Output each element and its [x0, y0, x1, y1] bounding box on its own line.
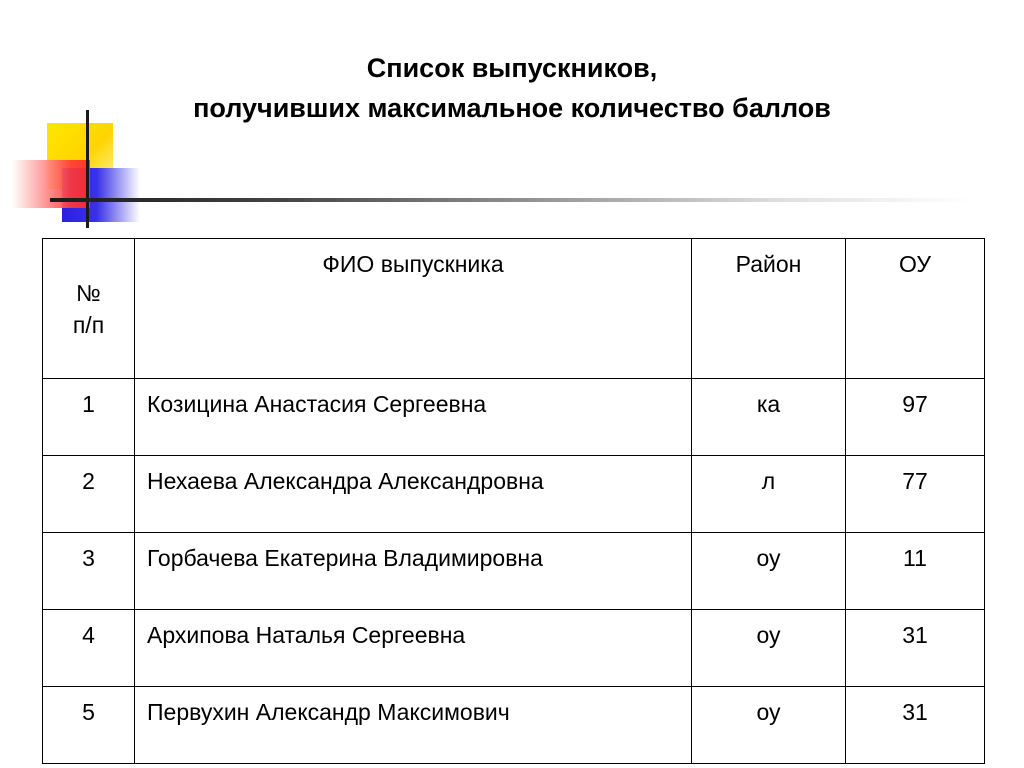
header-number	[43, 239, 135, 379]
title-line-1: Список выпускников,	[366, 53, 658, 83]
table-header-row	[43, 239, 985, 379]
row-number: 3	[43, 533, 135, 610]
row-name: Нехаева Александра Александровна	[135, 456, 692, 533]
table-row	[43, 379, 985, 456]
row-school: 77	[846, 456, 985, 533]
row-number: 1	[43, 379, 135, 456]
horizontal-rule-decoration	[50, 198, 970, 202]
row-school: 31	[846, 687, 985, 764]
row-name: Первухин Александр Максимович	[135, 687, 692, 764]
row-district: ка	[692, 379, 846, 456]
graduates-table	[42, 238, 985, 764]
row-district: л	[692, 456, 846, 533]
header-name: ФИО выпускника	[135, 239, 692, 379]
row-number: 5	[43, 687, 135, 764]
row-number: 2	[43, 456, 135, 533]
row-district: оу	[692, 533, 846, 610]
row-name: Козицина Анастасия Сергеевна	[135, 379, 692, 456]
table-row	[43, 610, 985, 687]
header-number-abbr: п/п	[72, 311, 105, 338]
row-school: 97	[846, 379, 985, 456]
row-district: оу	[692, 687, 846, 764]
row-number: 4	[43, 610, 135, 687]
title-line-2: получивших максимальное количество баллов	[193, 93, 831, 123]
row-name: Горбачева Екатерина Владимировна	[135, 533, 692, 610]
row-school: 31	[846, 610, 985, 687]
table-row	[43, 687, 985, 764]
page-title	[0, 48, 1024, 128]
header-number-symbol: №	[76, 279, 101, 306]
row-school: 11	[846, 533, 985, 610]
header-school: ОУ	[846, 239, 985, 379]
table-row	[43, 456, 985, 533]
row-name: Архипова Наталья Сергеевна	[135, 610, 692, 687]
row-district: оу	[692, 610, 846, 687]
header-district: Район	[692, 239, 846, 379]
table-row	[43, 533, 985, 610]
